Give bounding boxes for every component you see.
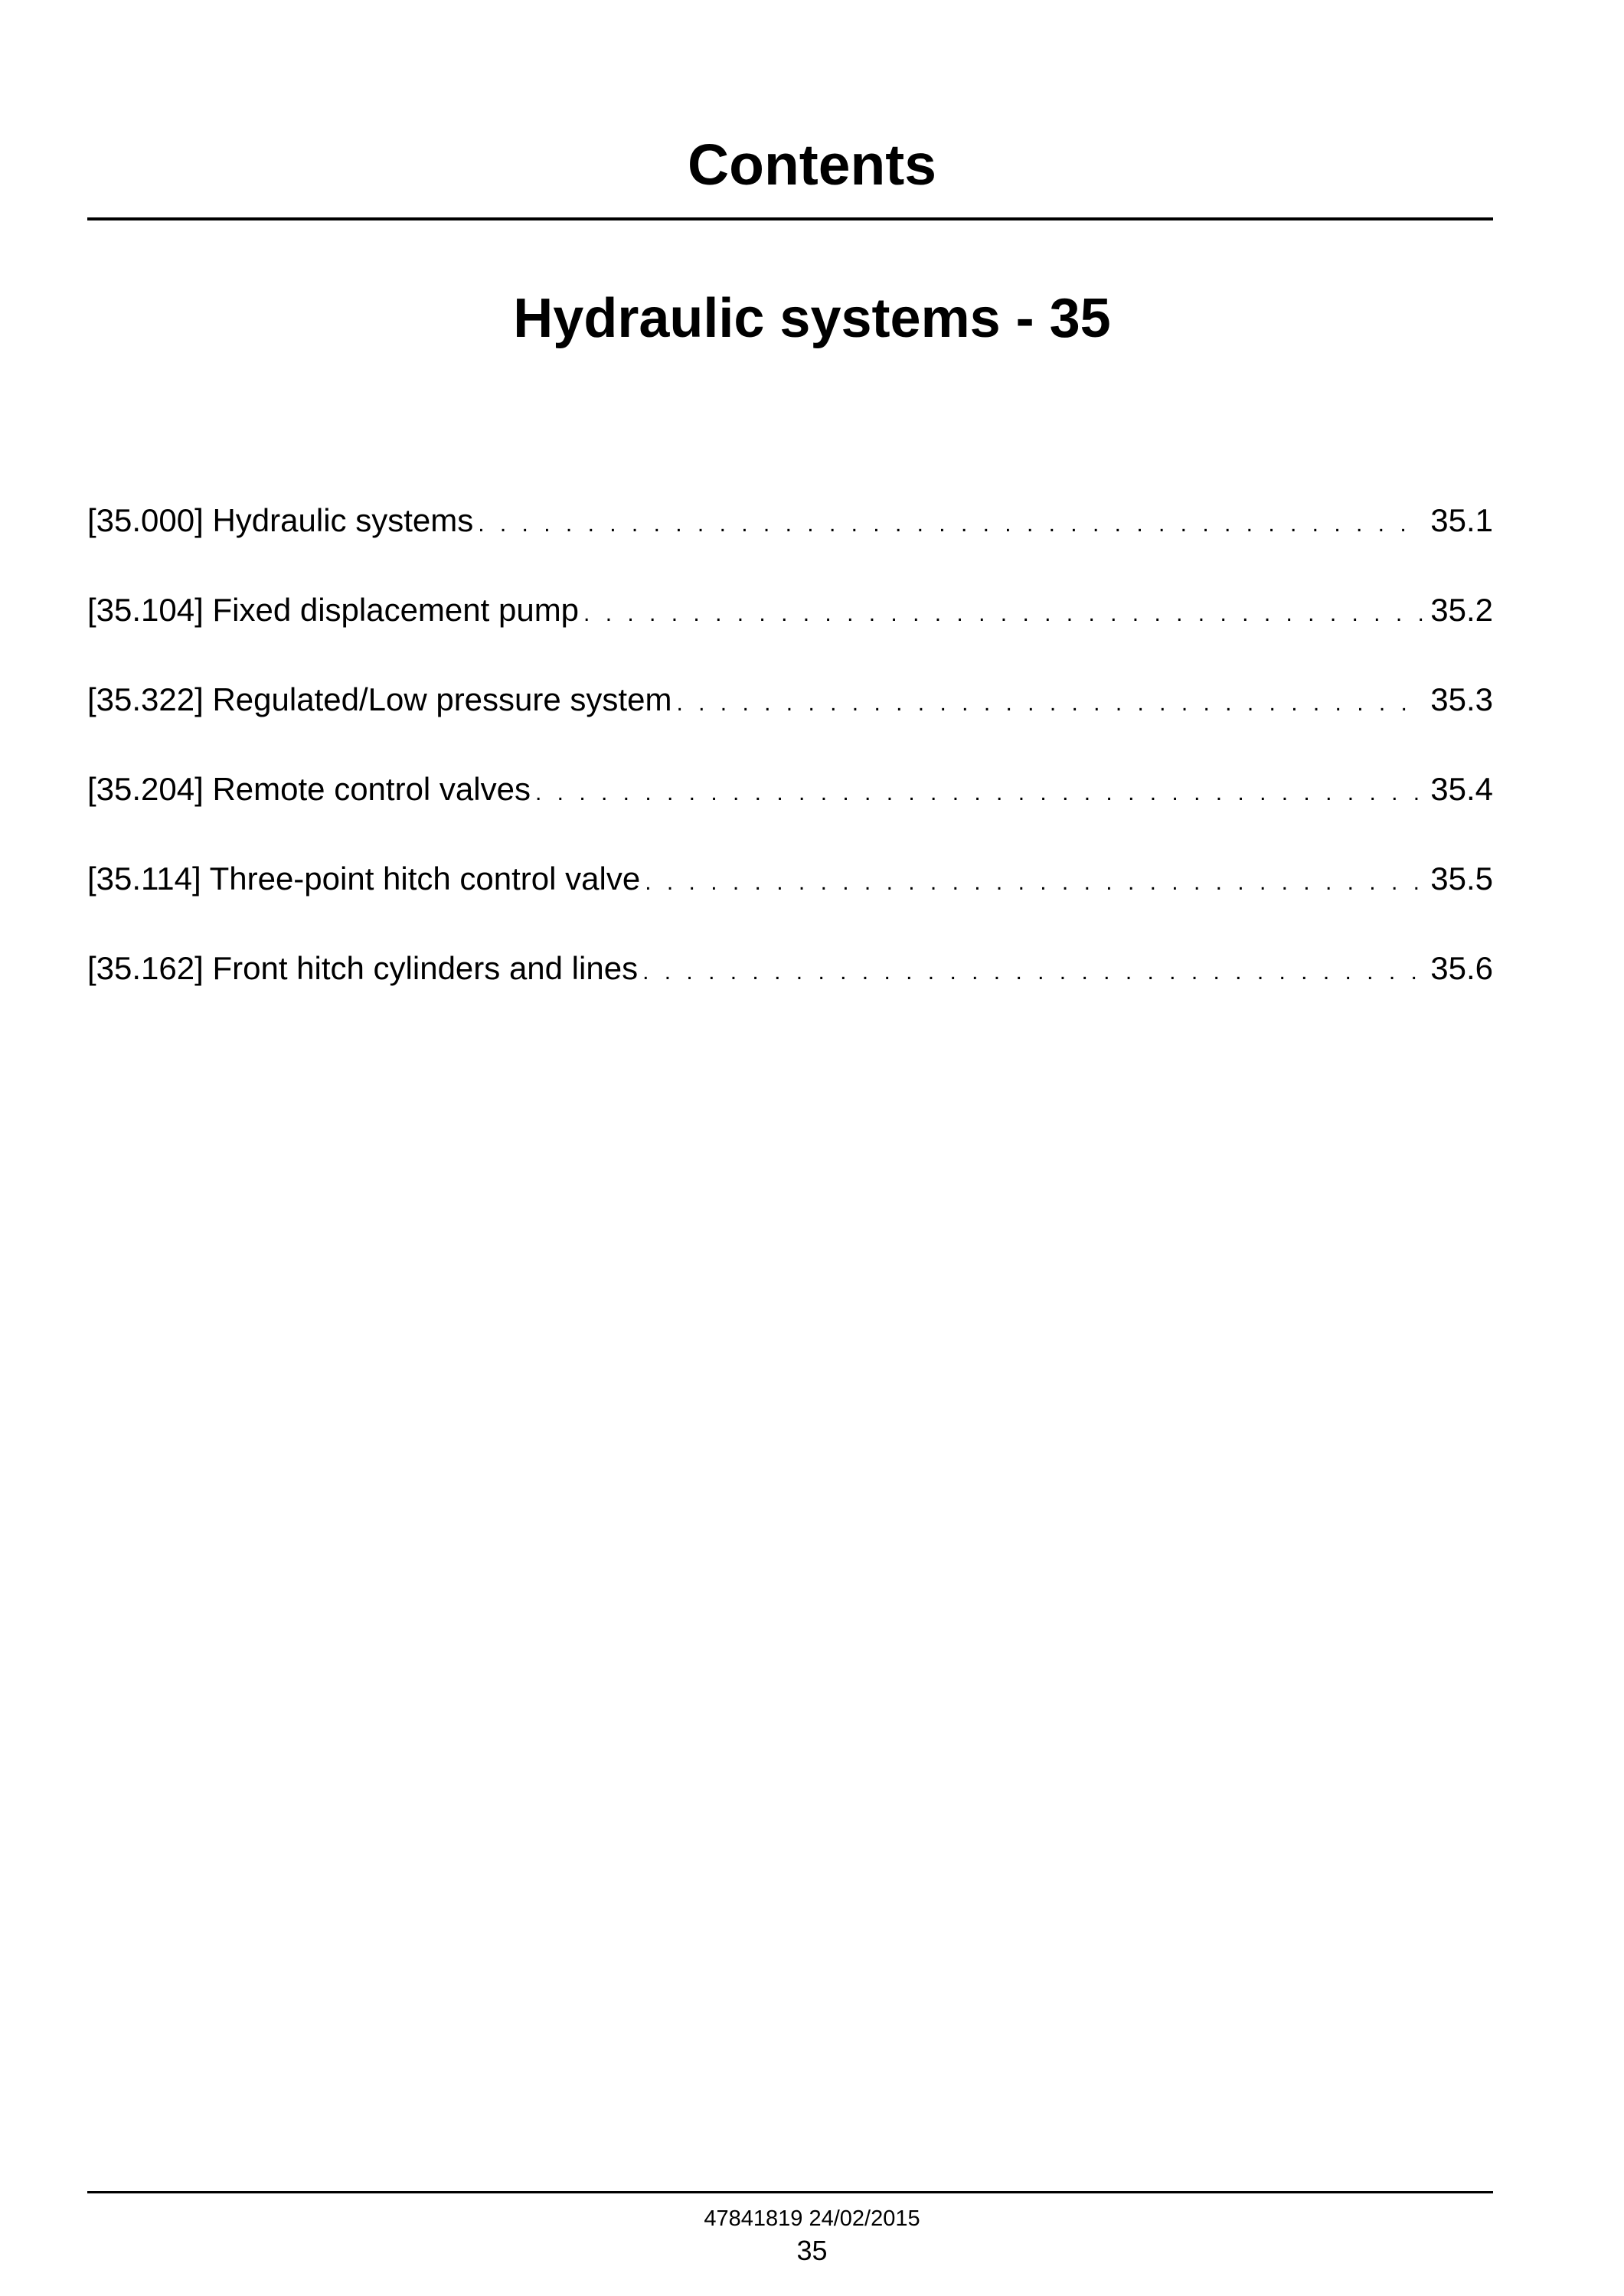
toc-entry-label[interactable]: [35.204] Remote control valves	[87, 771, 531, 807]
footer-divider	[87, 2191, 1493, 2193]
toc-entry-label[interactable]: [35.322] Regulated/Low pressure system	[87, 681, 672, 717]
toc-entry-label[interactable]: [35.114] Three-point hitch control valve	[87, 861, 641, 897]
footer-page-number: 35	[796, 2235, 828, 2266]
toc-entry[interactable]	[87, 946, 1493, 1035]
section-title: Hydraulic systems - 35	[513, 288, 1111, 349]
toc-entry-page[interactable]: 35.4	[1430, 771, 1493, 807]
toc-entry-page[interactable]: 35.3	[1430, 681, 1493, 717]
page-title: Contents	[688, 132, 936, 197]
toc-entry-page[interactable]: 35.2	[1430, 592, 1493, 628]
toc-dot-leader	[583, 591, 1423, 637]
toc-entry[interactable]	[87, 677, 1493, 766]
toc-entry-label[interactable]: [35.104] Fixed displacement pump	[87, 592, 580, 628]
toc-dot-leader	[645, 860, 1423, 906]
toc-entry-page[interactable]: 35.6	[1430, 950, 1493, 986]
toc-entry[interactable]	[87, 498, 1493, 587]
toc-entry[interactable]	[87, 856, 1493, 946]
toc-entry-label[interactable]: [35.162] Front hitch cylinders and lines	[87, 950, 639, 986]
footer-document-reference: 47841819 24/02/2015	[704, 2206, 920, 2231]
toc-dot-leader	[478, 501, 1423, 547]
toc-dot-leader	[535, 770, 1423, 816]
toc-dot-leader	[642, 949, 1423, 995]
toc-entry-page[interactable]: 35.5	[1430, 861, 1493, 897]
header-divider	[87, 217, 1493, 220]
table-of-contents	[87, 498, 1493, 1035]
toc-entry[interactable]	[87, 766, 1493, 856]
toc-dot-leader	[676, 681, 1423, 727]
toc-entry[interactable]	[87, 587, 1493, 677]
toc-entry-page[interactable]: 35.1	[1430, 502, 1493, 538]
toc-entry-label[interactable]: [35.000] Hydraulic systems	[87, 502, 474, 538]
